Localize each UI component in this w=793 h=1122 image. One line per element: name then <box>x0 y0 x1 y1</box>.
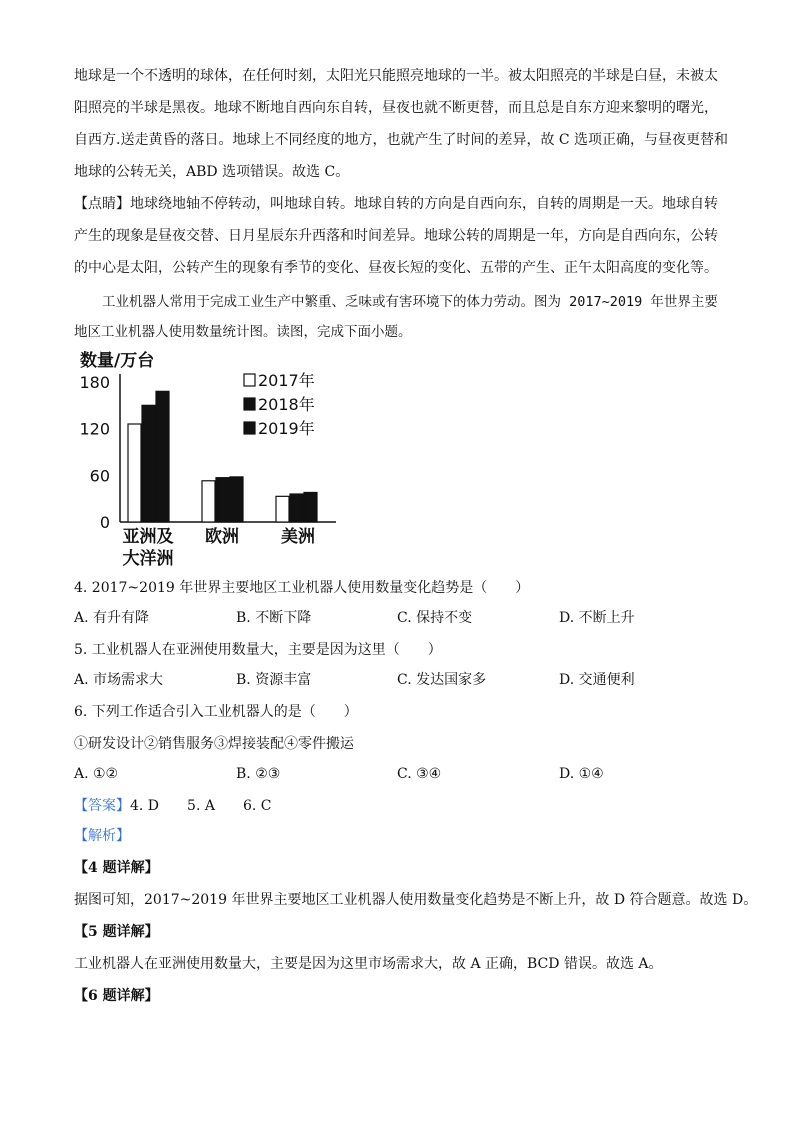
paragraph-line: 自西方.送走黄昏的落日。地球上不同经度的地方，也就产生了时间的差异，故 C 选项正确，与昼夜更替和 <box>74 132 729 148</box>
dianjing-label: 【点睛】 <box>74 196 130 212</box>
dianjing-line: 的中心是太阳，公转产生的现象有季节的变化、昼夜长短的变化、五带的产生、正午太阳高度的变化等。 <box>74 260 718 276</box>
x-tick-labels <box>123 526 316 569</box>
q4-option-c: C. 保持不变 <box>397 610 473 626</box>
legend-swatch <box>244 374 255 386</box>
y-tick-label: 0 <box>99 513 110 532</box>
q6-option-d: D. ①④ <box>559 766 604 782</box>
intro-line: 地区工业机器人使用数量统计图。读图，完成下面小题。 <box>74 324 412 340</box>
q4-option-b: B. 不断下降 <box>236 610 312 626</box>
bar <box>230 477 243 522</box>
detail-5-label: 【5 题详解】 <box>74 924 159 940</box>
y-tick-label: 120 <box>79 419 110 439</box>
bar <box>128 424 141 522</box>
chart-legend <box>244 371 315 438</box>
detail-4-label: 【4 题详解】 <box>74 860 159 876</box>
paragraph-line: 阳照亮的半球是黑夜。地球不断地自西向东自转，昼夜也就不断更替，而且总是自东方迎来黎明的曙光， <box>74 100 718 116</box>
legend-swatch <box>244 398 255 410</box>
x-tick-label: 美洲 <box>281 527 315 547</box>
bar <box>202 481 215 522</box>
bar-chart <box>74 346 344 578</box>
detail-4-text: 据图可知，2017~2019 年世界主要地区工业机器人使用数量变化趋势是不断上升，故 D 符合题意。故选 D。 <box>74 892 758 908</box>
q4-option-d: D. 不断上升 <box>559 610 635 626</box>
legend-label: 2019年 <box>258 419 315 438</box>
question-5-stem: 5. 工业机器人在亚洲使用数量大，主要是因为这里（ ） <box>74 642 442 658</box>
bar <box>216 478 229 522</box>
x-tick-label: 大洋洲 <box>122 549 174 569</box>
y-tick-label: 60 <box>89 466 110 486</box>
chart-ylabel: 数量/万台 <box>80 351 155 371</box>
q4-option-a: A. 有升有降 <box>74 610 150 626</box>
question-6-stem: 6. 下列工作适合引入工业机器人的是（ ） <box>74 704 358 720</box>
bar <box>290 494 303 522</box>
paragraph-line: 地球的公转无关，ABD 选项错误。故选 C。 <box>74 164 350 180</box>
dianjing-line <box>74 194 718 214</box>
q6-option-c: C. ③④ <box>397 766 442 782</box>
bar <box>304 492 317 522</box>
detail-6-label: 【6 题详解】 <box>74 988 159 1004</box>
legend-swatch <box>244 422 255 434</box>
detail-5-text: 工业机器人在亚洲使用数量大，主要是因为这里市场需求大，故 A 正确，BCD 错误。故选 A。 <box>74 956 663 972</box>
dianjing-text: 地球绕地轴不停转动，叫地球自转。地球自转的方向是自西向东，自转的周期是一天。地球自转 <box>130 196 718 212</box>
bar <box>142 405 155 522</box>
bar <box>276 496 289 522</box>
bar <box>156 391 169 522</box>
intro-line: 工业机器人常用于完成工业生产中繁重、乏味或有害环境下的体力劳动。图为 2017~2019 年世界主要 <box>102 294 718 310</box>
q5-option-d: D. 交通便利 <box>559 672 635 688</box>
q6-option-b: B. ②③ <box>236 766 281 782</box>
x-tick-label: 亚洲及 <box>122 527 174 547</box>
legend-label: 2018年 <box>258 395 315 414</box>
q5-option-b: B. 资源丰富 <box>236 672 312 688</box>
paragraph-line: 地球是一个不透明的球体，在任何时刻，太阳光只能照亮地球的一半。被太阳照亮的半球是白昼，未被太 <box>74 68 718 84</box>
answer-line <box>74 796 271 816</box>
y-tick-labels <box>79 373 110 532</box>
y-tick-label: 180 <box>79 373 110 392</box>
q6-option-a: A. ①② <box>74 766 119 782</box>
legend-label: 2017年 <box>258 371 315 390</box>
x-tick-label: 欧洲 <box>205 527 239 547</box>
q5-option-c: C. 发达国家多 <box>397 672 487 688</box>
dianjing-line: 产生的现象是昼夜交替、日月星辰东升西落和时间差异。地球公转的周期是一年，方向是自西向东，公转 <box>74 228 718 244</box>
answer-label: 【答案】 <box>74 798 130 814</box>
question-6-sub: ①研发设计②销售服务③焊接装配④零件搬运 <box>74 736 354 752</box>
question-4-stem: 4. 2017~2019 年世界主要地区工业机器人使用数量变化趋势是（ ） <box>74 580 530 596</box>
q5-option-a: A. 市场需求大 <box>74 672 164 688</box>
analysis-label: 【解析】 <box>74 828 130 844</box>
answer-text: 4. D 5. A 6. C <box>130 798 272 814</box>
